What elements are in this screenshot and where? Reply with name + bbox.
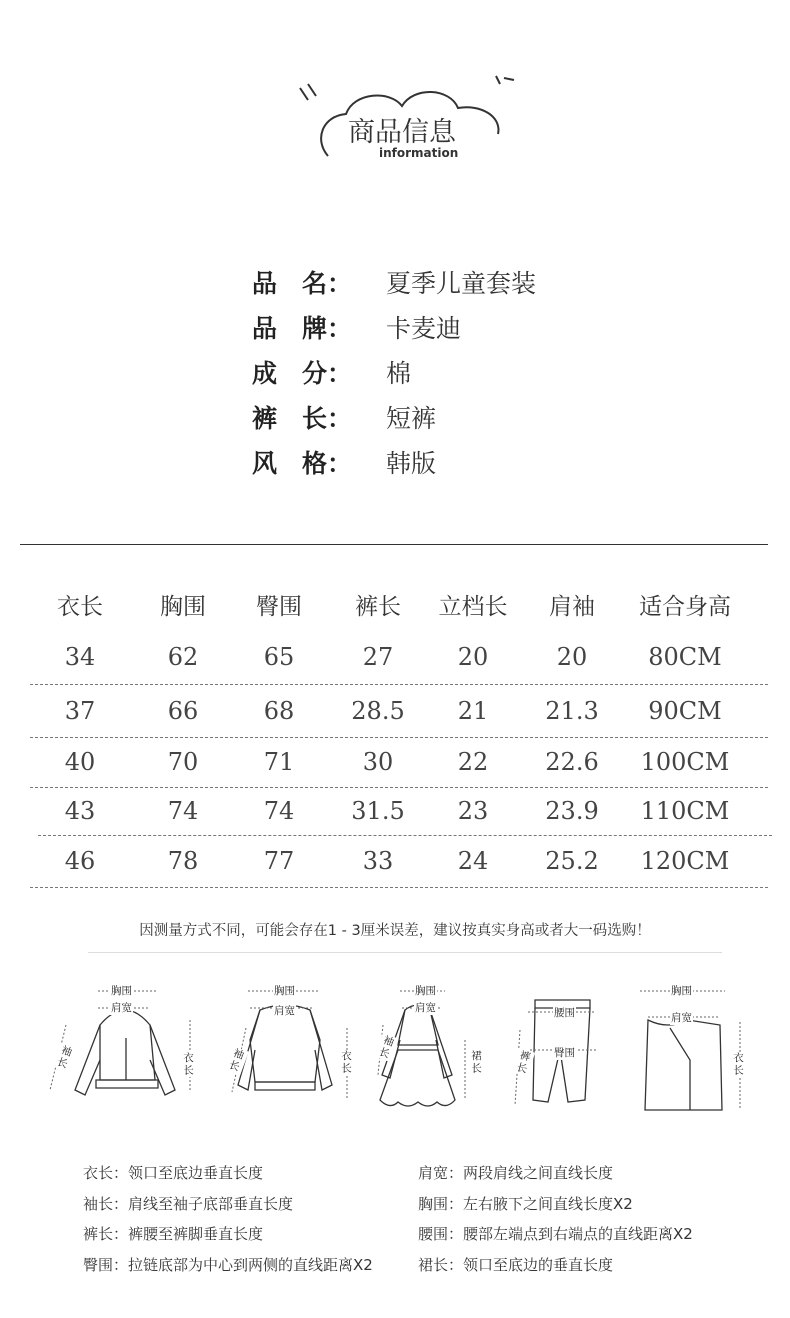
definition: 衣长：领口至底边垂直长度: [83, 1164, 264, 1182]
table-cell: 33: [362, 847, 394, 875]
table-cell: 30: [362, 748, 394, 776]
info-value: 棉: [386, 359, 412, 388]
table-cell: 21: [457, 697, 489, 725]
label-sleeve: 袖长: [52, 1043, 77, 1072]
label-dress-length: 裙长: [468, 1050, 485, 1075]
section-title: 商品信息: [348, 117, 456, 148]
info-label: 裤 长：: [252, 404, 353, 433]
table-cell: 23.9: [545, 797, 599, 825]
row-divider: [30, 887, 768, 888]
label-shoulder: 肩宽: [274, 1005, 295, 1017]
table-cell: 34: [64, 643, 96, 671]
table-header: 立档长: [438, 594, 508, 620]
divider: [20, 544, 768, 545]
table-cell: 21.3: [545, 697, 599, 725]
table-cell: 27: [362, 643, 394, 671]
info-value: 韩版: [386, 449, 437, 478]
table-cell: 90CM: [648, 697, 722, 725]
info-label: 品 牌：: [252, 314, 353, 343]
table-cell: 62: [167, 643, 199, 671]
table-cell: 78: [167, 847, 199, 875]
table-cell: 25.2: [545, 847, 599, 875]
table-cell: 100CM: [640, 748, 730, 776]
row-divider: [38, 835, 772, 836]
info-row-brand: [252, 307, 461, 347]
info-row-pants-length: [252, 397, 436, 437]
info-row-material: [252, 352, 411, 392]
label-shoulder: 肩宽: [671, 1012, 692, 1024]
label-chest: 胸围: [415, 985, 436, 997]
definition: 裙长：领口至底边的垂直长度: [418, 1256, 614, 1274]
info-label: 风 格：: [252, 449, 353, 478]
label-length: 衣长: [730, 1052, 747, 1077]
table-cell: 22: [457, 748, 489, 776]
table-cell: 24: [457, 847, 489, 875]
table-cell: 37: [64, 697, 96, 725]
definition: 肩宽：两段肩线之间直线长度: [418, 1164, 614, 1182]
table-header: 衣长: [57, 594, 103, 620]
measurement-notice: 因测量方式不同，可能会存在1 - 3厘米误差，建议按真实身高或者大一码选购！: [139, 923, 651, 939]
label-sleeve: 袖长: [224, 1046, 249, 1075]
info-value: 夏季儿童套装: [386, 269, 537, 298]
row-divider: [30, 787, 768, 788]
label-shoulder: 肩宽: [415, 1002, 436, 1014]
table-cell: 110CM: [640, 797, 730, 825]
table-header: 臀围: [256, 594, 302, 620]
definition: 臀围：拉链底部为中心到两侧的直线距离X2: [83, 1256, 373, 1274]
label-length: 衣长: [180, 1052, 197, 1077]
table-cell: 66: [167, 697, 199, 725]
table-cell: 31.5: [351, 797, 405, 825]
table-cell: 20: [457, 643, 489, 671]
table-cell: 80CM: [648, 643, 722, 671]
table-cell: 68: [263, 697, 295, 725]
table-cell: 120CM: [640, 847, 730, 875]
table-cell: 46: [64, 847, 96, 875]
label-hip: 臀围: [554, 1047, 575, 1059]
label-length: 衣长: [338, 1050, 355, 1075]
jacket-icon: [75, 1010, 175, 1095]
section-subtitle: information: [379, 146, 459, 160]
label-sleeve: 袖长: [374, 1033, 399, 1062]
info-row-style: [252, 442, 436, 482]
info-label: 成 分：: [252, 359, 353, 388]
definition: 袖长：肩线至袖子底部垂直长度: [83, 1195, 294, 1213]
table-cell: 65: [263, 643, 295, 671]
vest-icon: [645, 1020, 722, 1110]
definition: 裤长：裤腰至裤脚垂直长度: [83, 1225, 264, 1243]
table-cell: 74: [263, 797, 295, 825]
label-chest: 胸围: [111, 985, 132, 997]
label-waist: 腰围: [554, 1007, 575, 1019]
row-divider: [30, 684, 768, 685]
table-cell: 43: [64, 797, 96, 825]
info-value: 卡麦迪: [386, 314, 462, 343]
row-divider: [30, 737, 768, 738]
label-pants-length: 裤长: [512, 1048, 535, 1077]
definition: 胸围：左右腋下之间直线长度X2: [418, 1195, 633, 1213]
info-row-name: [252, 262, 536, 302]
info-label: 品 名：: [252, 269, 353, 298]
table-cell: 40: [64, 748, 96, 776]
table-cell: 74: [167, 797, 199, 825]
table-cell: 77: [263, 847, 295, 875]
table-cell: 23: [457, 797, 489, 825]
table-cell: 70: [167, 748, 199, 776]
table-header: 裤长: [355, 594, 401, 620]
table-cell: 20: [556, 643, 588, 671]
table-cell: 22.6: [545, 748, 599, 776]
divider: [88, 952, 722, 953]
table-cell: 71: [263, 748, 295, 776]
label-chest: 胸围: [671, 985, 692, 997]
definition: 腰围：腰部左端点到右端点的直线距离X2: [418, 1225, 693, 1243]
label-shoulder: 肩宽: [111, 1002, 132, 1014]
table-header: 适合身高: [639, 594, 731, 620]
label-chest: 胸围: [274, 985, 295, 997]
info-value: 短裤: [386, 404, 437, 433]
table-cell: 28.5: [351, 697, 405, 725]
table-header: 肩袖: [549, 594, 595, 620]
table-header: 胸围: [160, 594, 206, 620]
